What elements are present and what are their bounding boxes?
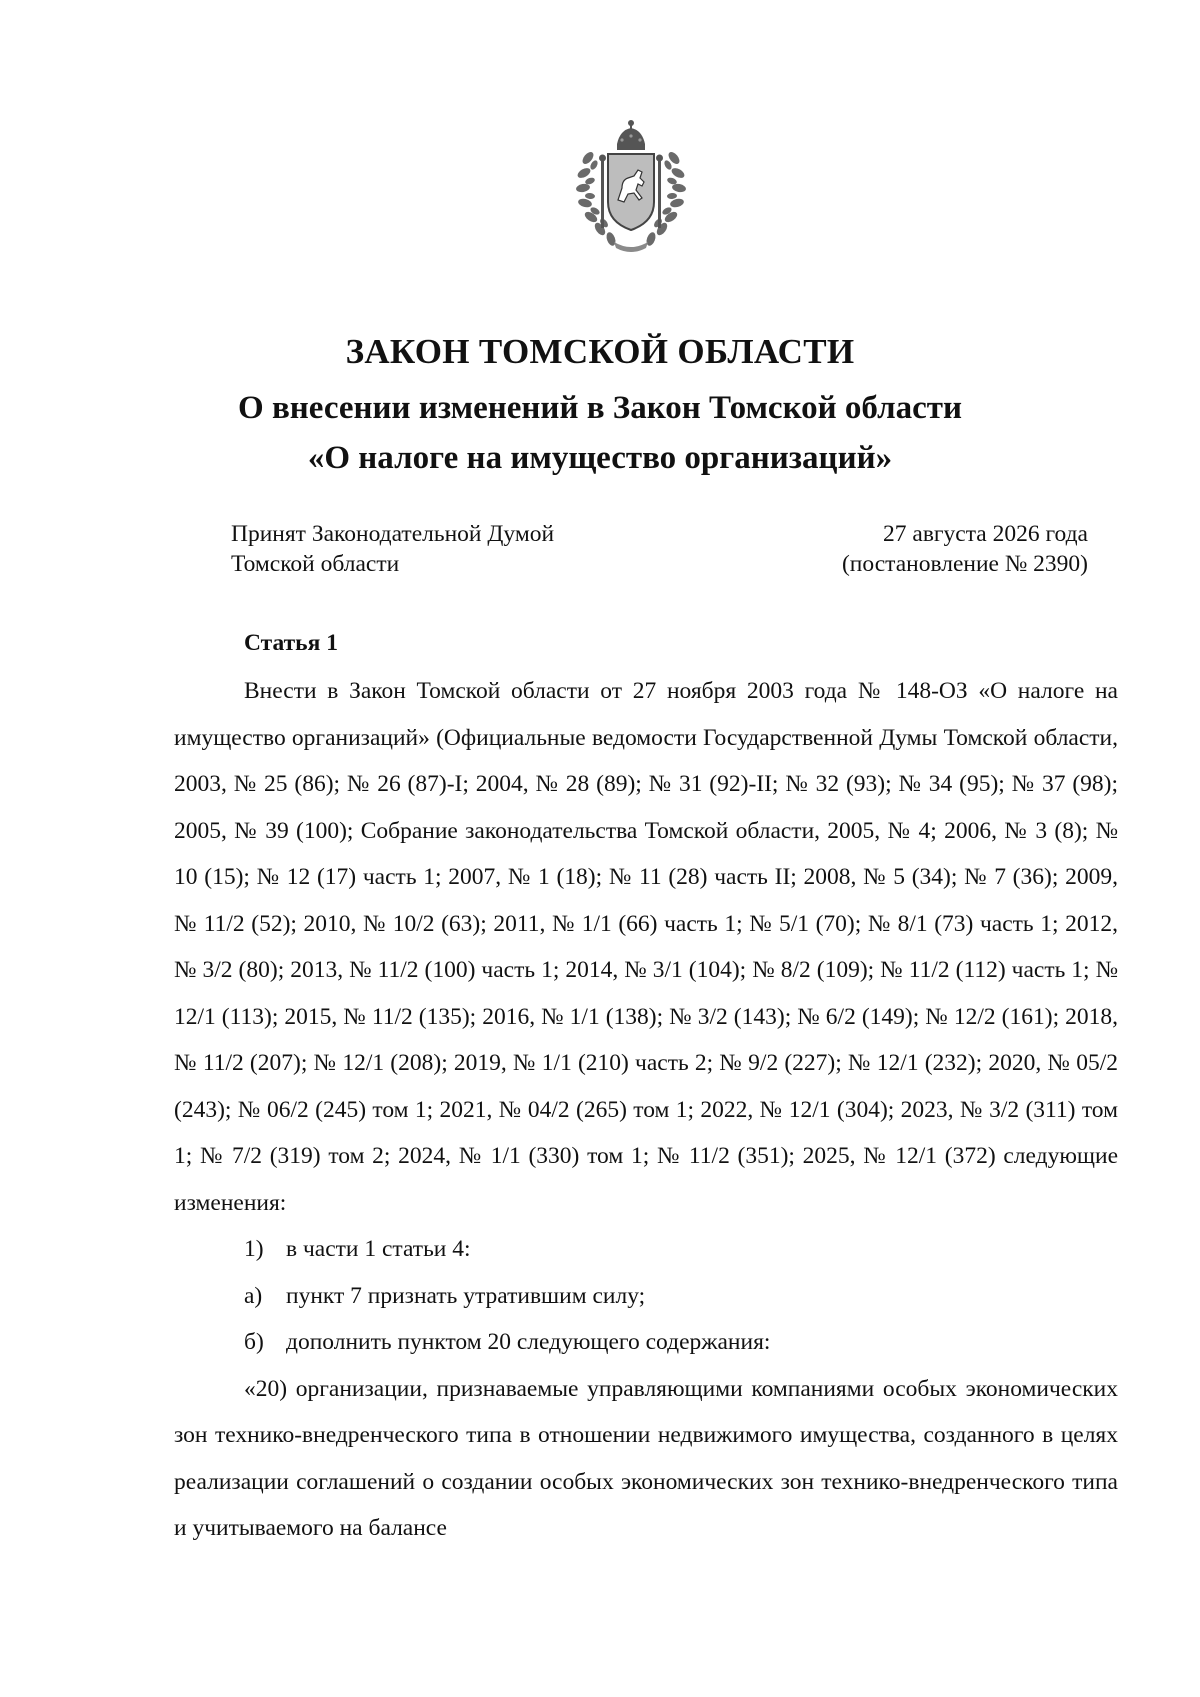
adoption-body-line-2: Томской области [231,551,400,577]
list-item-text: пункт 7 признать утратившим силу; [286,1282,646,1309]
list-item [174,1226,1118,1273]
subtitle-line-2: «О налоге на имущество организаций» [307,440,893,476]
adoption-body-line-1: Принят Законодательной Думой [231,521,555,547]
article-intro-paragraph: Внести в Закон Томской области от 27 ноября 2003 года № 148-ОЗ «О налоге на имущество организаций» (Официальные ведомости Государственной Думы Томской области, 2003, № 25 (86); № 26 (87)-I; 2004, № 28 (89); № 31 (92)-II; № 32 (93); № 34 (95); № 37 (98); 2005, № 39 (100); Собрание законодательства Томской области, 2005, № 4; 2006, № 3 (8); № 10 (15); № 12 (17) часть 1; 2007, № 1 (18); № 11 (28) часть II; 2008, № 5 (34); № 7 (36); 2009, № 11/2 (52); 2010, № 10/2 (63); 2011, № 1/1 (66) часть 1; № 5/1 (70); № 8/1 (73) часть 1; 2012, № 3/2 (80); 2013, № 11/2 (100) часть 1; 2014, № 3/1 (104); № 8/2 (109); № 11/2 (112) часть 1; № 12/1 (113); 2015, № 11/2 (135); 2016, № 1/1 (138); № 3/2 (143); № 6/2 (149); № 12/2 (161); 2018, № 11/2 (207); № 12/1 (208); 2019, № 1/1 (210) часть 2; № 9/2 (227); № 12/1 (232); 2020, № 05/2 (243); № 06/2 (245) том 1; 2021, № 04/2 (265) том 1; 2022, № 12/1 (304); 2023, № 3/2 (311) том 1; № 7/2 (319) том 2; 2024, № 1/1 (330) том 1; № 11/2 (351); 2025, № 12/1 (372) следующие изменения: [174,678,1118,1216]
article-body [174,668,1118,1552]
law-subtitle [0,383,1200,483]
adoption-date-line: 27 августа 2026 года [883,521,1088,547]
subtitle-line-1: О внесении изменений в Закон Томской области [238,390,962,426]
list-item [174,1319,1118,1366]
list-item-marker: б) [244,1329,264,1355]
law-title: ЗАКОН ТОМСКОЙ ОБЛАСТИ [345,332,855,371]
quoted-paragraph: «20) организации, признаваемые управляющими компаниями особых экономических зон технико-внедренческого типа в отношении недвижимого имущества, созданного в целях реализации соглашений о создании особых экономических зон технико-внедренческого типа и учитываемого на балансе [174,1375,1118,1541]
list-item-marker: а) [244,1282,263,1309]
article-heading: Статья 1 [244,630,338,656]
list-item [174,1273,1118,1320]
list-item-text: в части 1 статьи 4: [286,1236,471,1262]
adoption-date [842,519,1088,579]
coat-of-arms-emblem [576,118,686,254]
adoption-body [231,519,554,579]
list-item-text: дополнить пунктом 20 следующего содержания: [286,1329,771,1355]
list-item-marker: 1) [244,1236,264,1262]
resolution-number: (постановление № 2390) [841,551,1088,577]
